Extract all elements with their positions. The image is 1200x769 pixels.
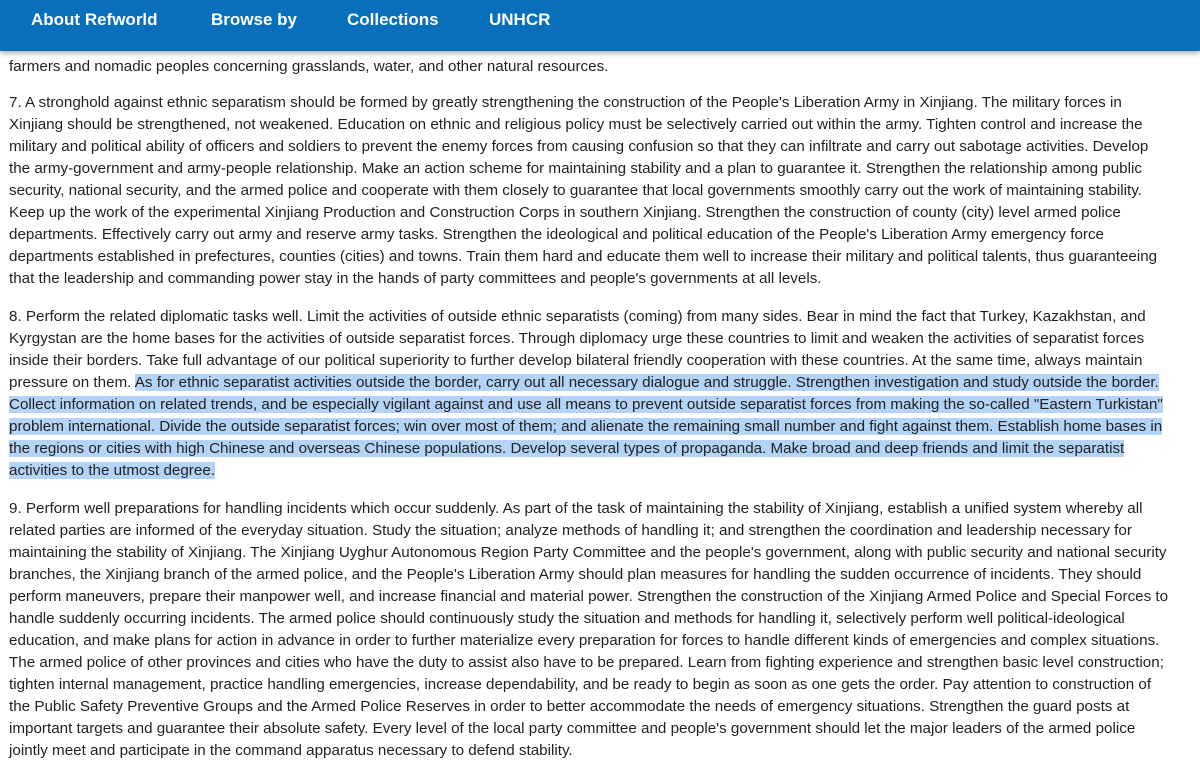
- nav-about-refworld[interactable]: About Refworld: [31, 10, 158, 29]
- selected-line: [9, 394, 1163, 416]
- paragraph-line: jointly meet and participate in the command apparatus necessary to defend stability.: [9, 742, 573, 759]
- paragraph-line: military and political ability of officers and soldiers to prevent the enemy forces from causing confusion so that they can infiltrate and carry out sabotage activities. Develop: [9, 138, 1149, 155]
- paragraph-line: departments. Effectively carry out army and reserve army tasks. Strengthen the ideological and political education of the People's Liberation Army emergency force: [9, 226, 1104, 243]
- plain-text: pressure on them.: [9, 374, 135, 391]
- selected-text: the regions or cities with high Chinese and overseas Chinese populations. Develop several types of propaganda. Make broad and deep friends and limit the separatist: [9, 440, 1125, 457]
- paragraph-line: maintaining the stability of Xinjiang. The Xinjiang Uyghur Autonomous Region Party Committee and the people's government, along with public security and national security: [9, 544, 1167, 561]
- paragraph-line: The armed police of other provinces and cities who have the duty to assist also have to be prepared. Learn from fighting experience and strengthen basic level construction;: [9, 654, 1164, 671]
- paragraph-line: important targets and guarantee their absolute safety. Every level of the local party committee and people's government should let the major leaders of the armed police: [9, 720, 1136, 737]
- selected-line: [9, 460, 215, 482]
- paragraph-line: branches, the Xinjiang branch of the armed police, and the People's Liberation Army should plan measures for handling the sudden occurrence of incidents. They should: [9, 566, 1142, 583]
- paragraph-line: that the leadership and commanding power stay in the hands of party committees and people's governments at all levels.: [9, 270, 822, 287]
- paragraph-line: security, national security, and the armed police and cooperate with them closely to guarantee that local governments smoothly carry out the work of maintaining stability.: [9, 182, 1142, 199]
- paragraph-line: 9. Perform well preparations for handling incidents which occur suddenly. As part of the task of maintaining the stability of Xinjiang, establish a unified system whereby all: [9, 500, 1143, 517]
- nav-unhcr[interactable]: UNHCR: [489, 10, 551, 29]
- selected-text: problem international. Divide the outside separatist forces; win over most of them; and alienate the remaining small number and fight against them. Establish home bases in: [9, 418, 1163, 435]
- paragraph-line: perform maneuvers, prepare their manpower well, and increase financial and material power. Strengthen the construction of the Xinjiang Armed Police and Special Forces to: [9, 588, 1169, 605]
- paragraph-line: Xinjiang should be strengthened, not weakened. Education on ethnic and religious policy must be selectively carried out within the army. Tighten control and increase the: [9, 116, 1143, 133]
- paragraph-line: Kyrgystan are the home bases for the activities of outside separatist forces. Through diplomacy urge these countries to limit and weaken the activities of separatist forces: [9, 330, 1145, 347]
- selected-text: activities to the utmost degree.: [9, 462, 215, 479]
- paragraph-line-mixed: [9, 372, 1159, 394]
- article-line-partial: farmers and nomadic peoples concerning grasslands, water, and other natural resources.: [9, 58, 609, 75]
- paragraph-line: handle suddenly occurring incidents. The armed police should continuously study the situation and methods for handling it, selectively perform well political-ideological: [9, 610, 1125, 627]
- selected-line: [9, 438, 1124, 460]
- paragraph-line: inside their borders. Take full advantage of our political superiority to further develop bilateral friendly cooperation with these countries. At the same time, always maintain: [9, 352, 1143, 369]
- paragraph-line: related parties are informed of the everyday situation. Study the situation; analyze methods of handling it; and strengthen the coordination and leadership necessary for: [9, 522, 1132, 539]
- selected-line: [9, 416, 1162, 438]
- paragraph-line: departments established in prefectures, counties (cities) and towns. Train them hard and educate them well to increase their military and political talents, thus guaranteeing: [9, 248, 1158, 265]
- paragraph-line: 8. Perform the related diplomatic tasks well. Limit the activities of outside ethnic separatists (coming) from many sides. Bear in mind the fact that Turkey, Kazakhstan, and: [9, 308, 1146, 325]
- paragraph-line: the Public Safety Preventive Groups and the Armed Police Reserves in order to better accommodate the needs of emergency situations. Strengthen the guard posts at: [9, 698, 1130, 715]
- paragraph-line: Keep up the work of the experimental Xinjiang Production and Construction Corps in southern Xinjiang. Strengthen the construction of county (city) level armed police: [9, 204, 1121, 221]
- paragraph-line: education, and make plans for action in advance in order to further materialize every preparation for forces to handle different kinds of emergencies and complex situations.: [9, 632, 1160, 649]
- paragraph-line: the army-government and army-people relationship. Make an action scheme for maintaining stability and a plan to guarantee it. Strengthen the relationship among public: [9, 160, 1142, 177]
- selected-text: As for ethnic separatist activities outside the border, carry out all necessary dialogue and struggle. Strengthen investigation and study outside the border.: [134, 374, 1159, 391]
- nav-browse-by[interactable]: Browse by: [211, 10, 297, 29]
- nav-collections[interactable]: Collections: [347, 10, 439, 29]
- selected-text: Collect information on related trends, and be especially vigilant against and use all means to prevent outside separatist forces from making the so-called "Eastern Turkistan": [9, 396, 1163, 413]
- paragraph-line: 7. A stronghold against ethnic separatism should be formed by greatly strengthening the construction of the People's Liberation Army in Xinjiang. The military forces in: [9, 94, 1122, 111]
- paragraph-line: tighten internal management, practice handling emergencies, increase dependability, and be ready to begin as soon as one gets the order. Pay attention to construction of: [9, 676, 1152, 693]
- top-navbar: [0, 0, 1200, 51]
